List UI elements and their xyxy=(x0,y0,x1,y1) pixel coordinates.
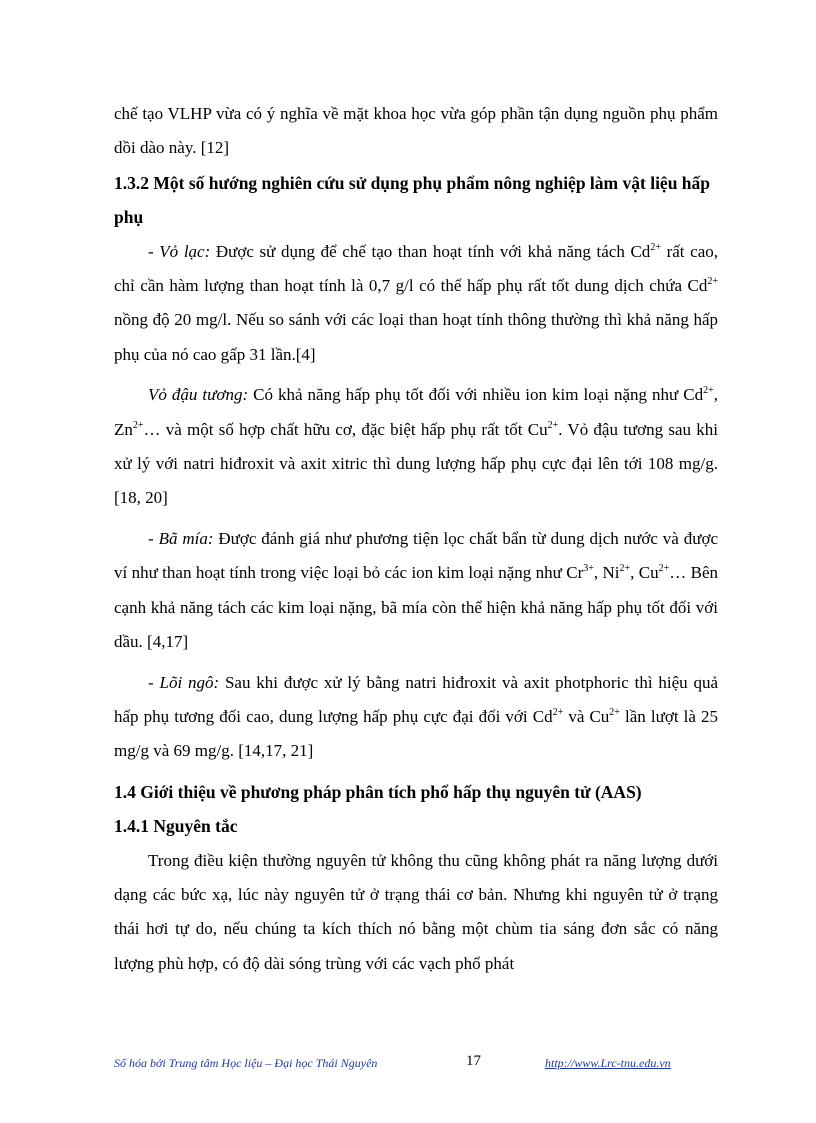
text-run: , Cu xyxy=(630,563,659,583)
section-heading-1-3-2: 1.3.2 Một số hướng nghiên cứu sử dụng phụ phẩm nông nghiệp làm vật liệu hấp phụ xyxy=(114,172,711,228)
text-run: Có khả năng hấp phụ tốt đối với nhiều ion kim loại nặng như Cd xyxy=(248,385,704,405)
text-run: nồng độ 20 mg/l. Nếu so sánh với các loại than hoạt tính thông thường thì khả năng hấp phụ của nó cao gấp 31 lần.[4] xyxy=(114,310,718,364)
superscript-charge: 3+ xyxy=(583,563,594,575)
superscript-charge: 2+ xyxy=(707,276,718,288)
superscript-charge: 2+ xyxy=(552,706,564,718)
bullet-dash: - xyxy=(148,528,159,548)
term-loi-ngo: Lõi ngô: xyxy=(159,672,220,692)
paragraph-nguyen-tac: Trong điều kiện thường nguyên tử không thu cũng không phát ra năng lượng dưới dạng các bức xạ, lúc này nguyên tử ở trạng thái cơ bản. Nhưng khi nguyên tử ở trạng thái hơi tự do, nếu chúng ta kích thích nó bằng một chùm tia sáng đơn sắc có năng lượng phù hợp, có độ dài sóng trùng với các vạch phổ phát xyxy=(114,850,718,973)
term-vo-lac: Vỏ lạc: xyxy=(159,241,211,261)
text-run: , Ni xyxy=(593,563,620,583)
section-heading-1-4-1: 1.4.1 Nguyên tắc xyxy=(114,816,238,837)
text-run: … và một số hợp chất hữu cơ, đặc biệt hấp phụ rất tốt Cu xyxy=(143,419,548,439)
page-footer xyxy=(0,1053,816,1073)
paragraph-loi-ngo xyxy=(114,666,718,769)
paragraph-vo-lac xyxy=(114,235,718,373)
text-run: rất cao, chỉ cần hàm lượng than hoạt tính là 0,7 g/l có thể hấp phụ rất tốt dung dịch chứa Cd xyxy=(114,241,718,296)
footer-credit: Số hóa bởi Trung tâm Học liệu – Đại học Thái Nguyên xyxy=(114,1056,378,1070)
text-run: Được đánh giá như phương tiện lọc chất bẩn từ dung dịch nước và được ví như than hoạt tính trong việc loại bỏ các ion kim loại nặng như Cr xyxy=(114,528,718,583)
term-ba-mia: Bã mía: xyxy=(158,528,214,548)
page-number: 17 xyxy=(466,1053,481,1069)
footer-website-link[interactable]: http://www.Lrc-tnu.edu.vn xyxy=(545,1056,671,1070)
text-run: lần lượt là 25 mg/g và 69 mg/g. [14,17, 21] xyxy=(114,706,718,761)
paragraph-ba-mia xyxy=(114,522,718,660)
intro-paragraph: chế tạo VLHP vừa có ý nghĩa về mặt khoa học vừa góp phần tận dụng nguồn phụ phẩm dồi dào này. [12] xyxy=(114,104,718,158)
superscript-charge: 2+ xyxy=(650,241,661,253)
term-vo-dau-tuong: Vỏ đậu tương: xyxy=(148,385,249,405)
paragraph-vo-dau-tuong xyxy=(114,378,718,516)
superscript-charge: 2+ xyxy=(658,563,670,575)
text-run: và Cu xyxy=(563,706,610,726)
text-run: . Vỏ đậu tương sau khi xử lý với natri hiđroxit và axit xitric thì dung lượng hấp phụ cực đại lên tới 108 mg/g.[18, 20] xyxy=(114,419,718,508)
document-body xyxy=(114,97,718,981)
text-run: Sau khi được xử lý bằng natri hiđroxit và axit photphoric thì hiệu quả hấp phụ tương đối cao, dung lượng hấp phụ cực đại đối với Cd xyxy=(114,672,719,726)
superscript-charge: 2+ xyxy=(547,419,559,431)
text-run: Được sử dụng để chế tạo than hoạt tính với khả năng tách Cd xyxy=(210,241,651,261)
superscript-charge: 2+ xyxy=(132,419,144,431)
superscript-charge: 2+ xyxy=(619,563,631,575)
text-run: , Zn xyxy=(114,385,718,439)
superscript-charge: 2+ xyxy=(609,706,620,718)
bullet-dash: - xyxy=(148,672,160,692)
bullet-dash: - xyxy=(148,241,160,261)
superscript-charge: 2+ xyxy=(703,385,714,397)
section-heading-1-4: 1.4 Giới thiệu về phương pháp phân tích phổ hấp thụ nguyên tử (AAS) xyxy=(114,781,642,802)
text-run: … Bên cạnh khả năng tách các kim loại nặng, bã mía còn thể hiện khả năng hấp phụ tốt đối với dầu. [4,17] xyxy=(114,563,719,652)
